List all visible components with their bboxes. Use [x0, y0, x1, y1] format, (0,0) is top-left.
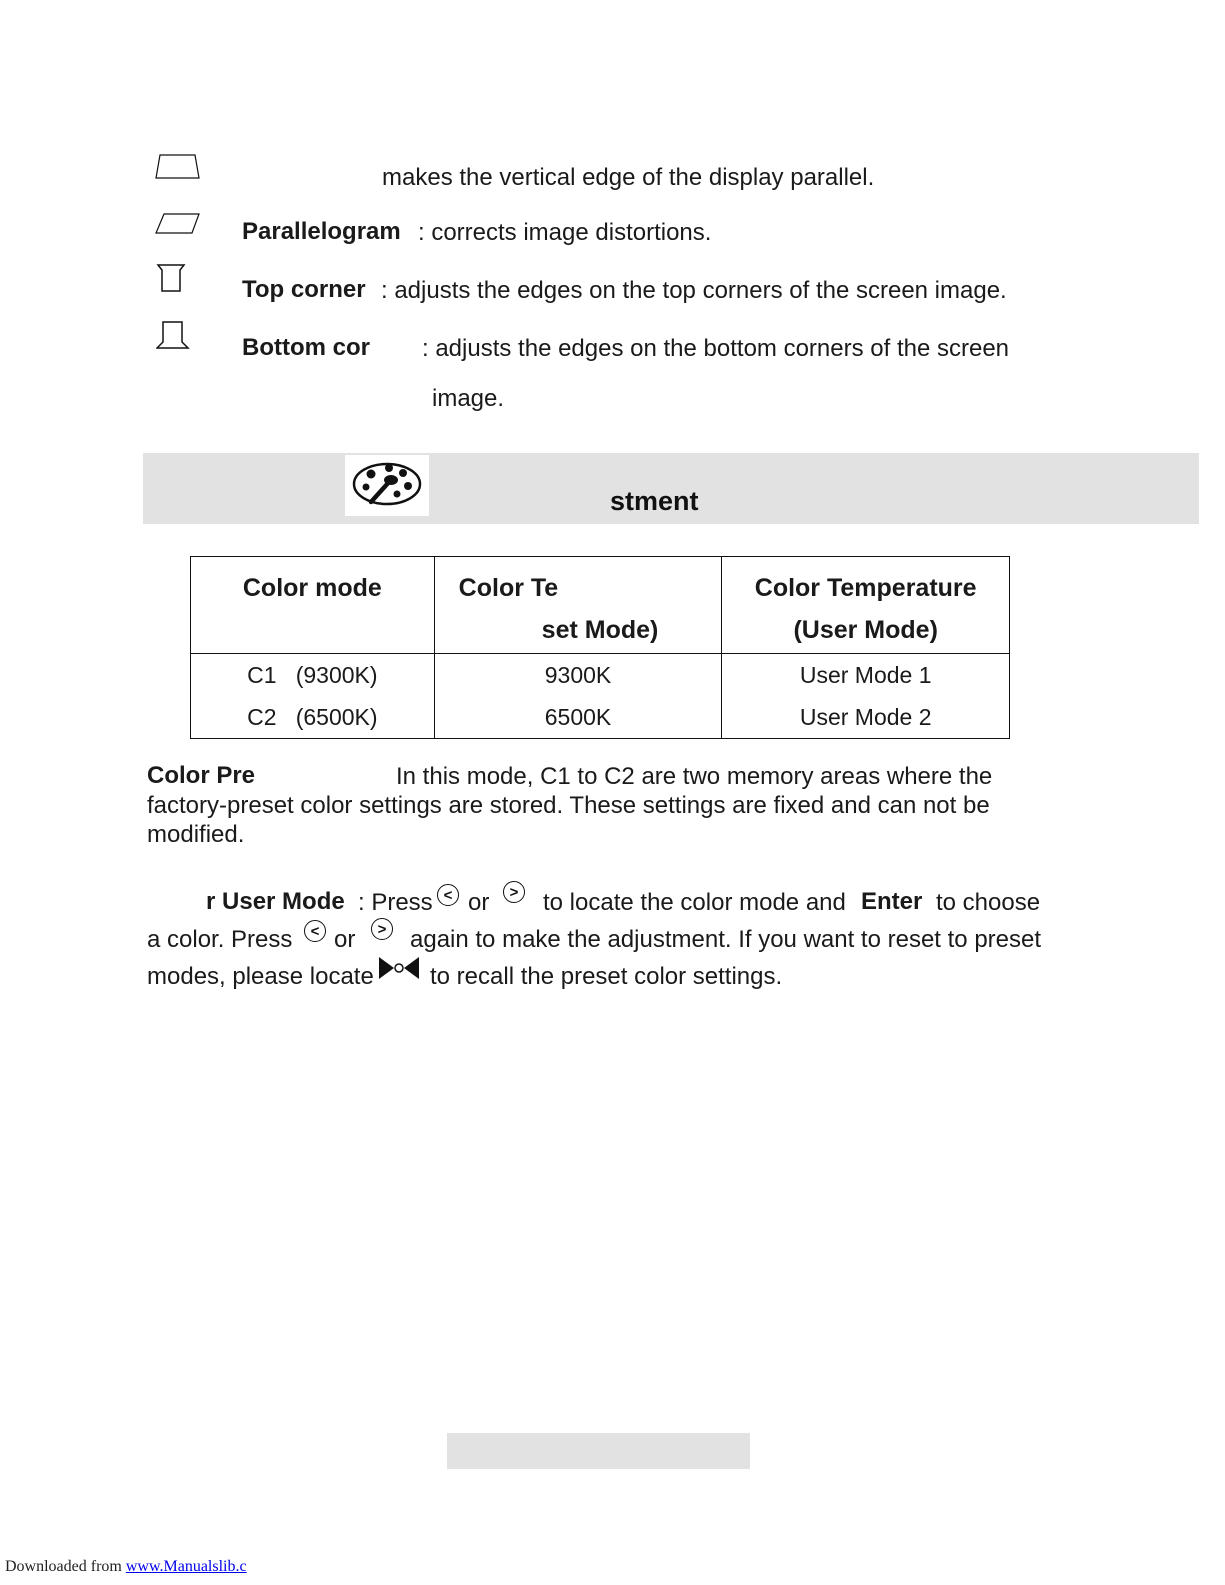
header-line: (User Mode)	[793, 616, 938, 644]
header-line: set Mode)	[541, 616, 659, 644]
bottom-corner-description-cont: image.	[432, 385, 505, 412]
user-line-2b: again to make the adjustment. If you want to reset to preset	[410, 926, 1042, 953]
user-mid-1: to locate the color mode and	[543, 889, 846, 916]
table-row	[191, 696, 1010, 739]
preset-line-2: factory-preset color settings are stored. These settings are fixed and can not be	[147, 792, 990, 819]
top-corner-icon	[156, 263, 186, 293]
preset-line-3: modified.	[147, 821, 245, 848]
manualslib-link[interactable]: www.Manualslib.c	[125, 1558, 247, 1575]
table-cell: 6500K	[434, 696, 722, 739]
parallelogram-description: : corrects image distortions.	[418, 219, 712, 246]
header-line: Color mode	[242, 574, 382, 602]
reset-icon	[378, 955, 420, 981]
user-or-2: or	[334, 926, 356, 953]
header-line: Color Temperature	[754, 574, 977, 602]
user-line-2a: a color. Press	[147, 926, 293, 953]
user-end-1: to choose	[936, 889, 1041, 916]
bottom-corner-description: : adjusts the edges on the bottom corners of the screen	[422, 335, 1010, 362]
left-arrow-button-icon: <	[437, 884, 459, 906]
user-line-3a: modes, please locate	[147, 963, 374, 990]
color-mode-table	[190, 556, 1010, 739]
header-color-mode	[191, 557, 435, 654]
header-line: Color Te	[458, 574, 559, 602]
download-footer-prefix: Downloaded from	[5, 1558, 126, 1575]
page-number-bar	[447, 1433, 750, 1469]
table-cell: 9300K	[434, 654, 722, 697]
download-footer	[5, 1558, 247, 1576]
bottom-corner-label: Bottom cor	[242, 334, 370, 361]
parallelogram-icon	[155, 212, 201, 236]
user-line-3b: to recall the preset color settings.	[430, 963, 783, 990]
trapezoid-description: makes the vertical edge of the display parallel.	[382, 164, 875, 191]
table-cell: C2 (6500K)	[191, 696, 435, 739]
user-or-1: or	[468, 889, 490, 916]
palette-icon-box	[345, 455, 429, 516]
table-cell: User Mode 2	[722, 696, 1010, 739]
right-arrow-button-icon: >	[503, 881, 525, 903]
header-color-temp-preset	[434, 557, 722, 654]
preset-label: Color Pre	[147, 762, 256, 789]
enter-key-label: Enter	[861, 888, 923, 915]
header-color-temp-user	[722, 557, 1010, 654]
palette-icon	[345, 455, 429, 516]
right-arrow-button-icon: >	[371, 918, 393, 940]
user-press-1: : Press	[358, 889, 433, 916]
preset-line-1: In this mode, C1 to C2 are two memory areas where the	[396, 763, 993, 790]
table-cell: User Mode 1	[722, 654, 1010, 697]
table-header-row	[191, 557, 1010, 654]
user-mode-label: r User Mode	[206, 888, 345, 915]
section-title: stment	[610, 486, 699, 516]
table-row	[191, 654, 1010, 697]
trapezoid-icon	[155, 154, 201, 180]
table-cell: C1 (9300K)	[191, 654, 435, 697]
parallelogram-label: Parallelogram	[242, 218, 401, 245]
bottom-corner-icon	[156, 320, 190, 350]
top-corner-description: : adjusts the edges on the top corners of the screen image.	[381, 277, 1007, 304]
top-corner-label: Top corner	[242, 276, 366, 303]
left-arrow-button-icon: <	[304, 920, 326, 942]
